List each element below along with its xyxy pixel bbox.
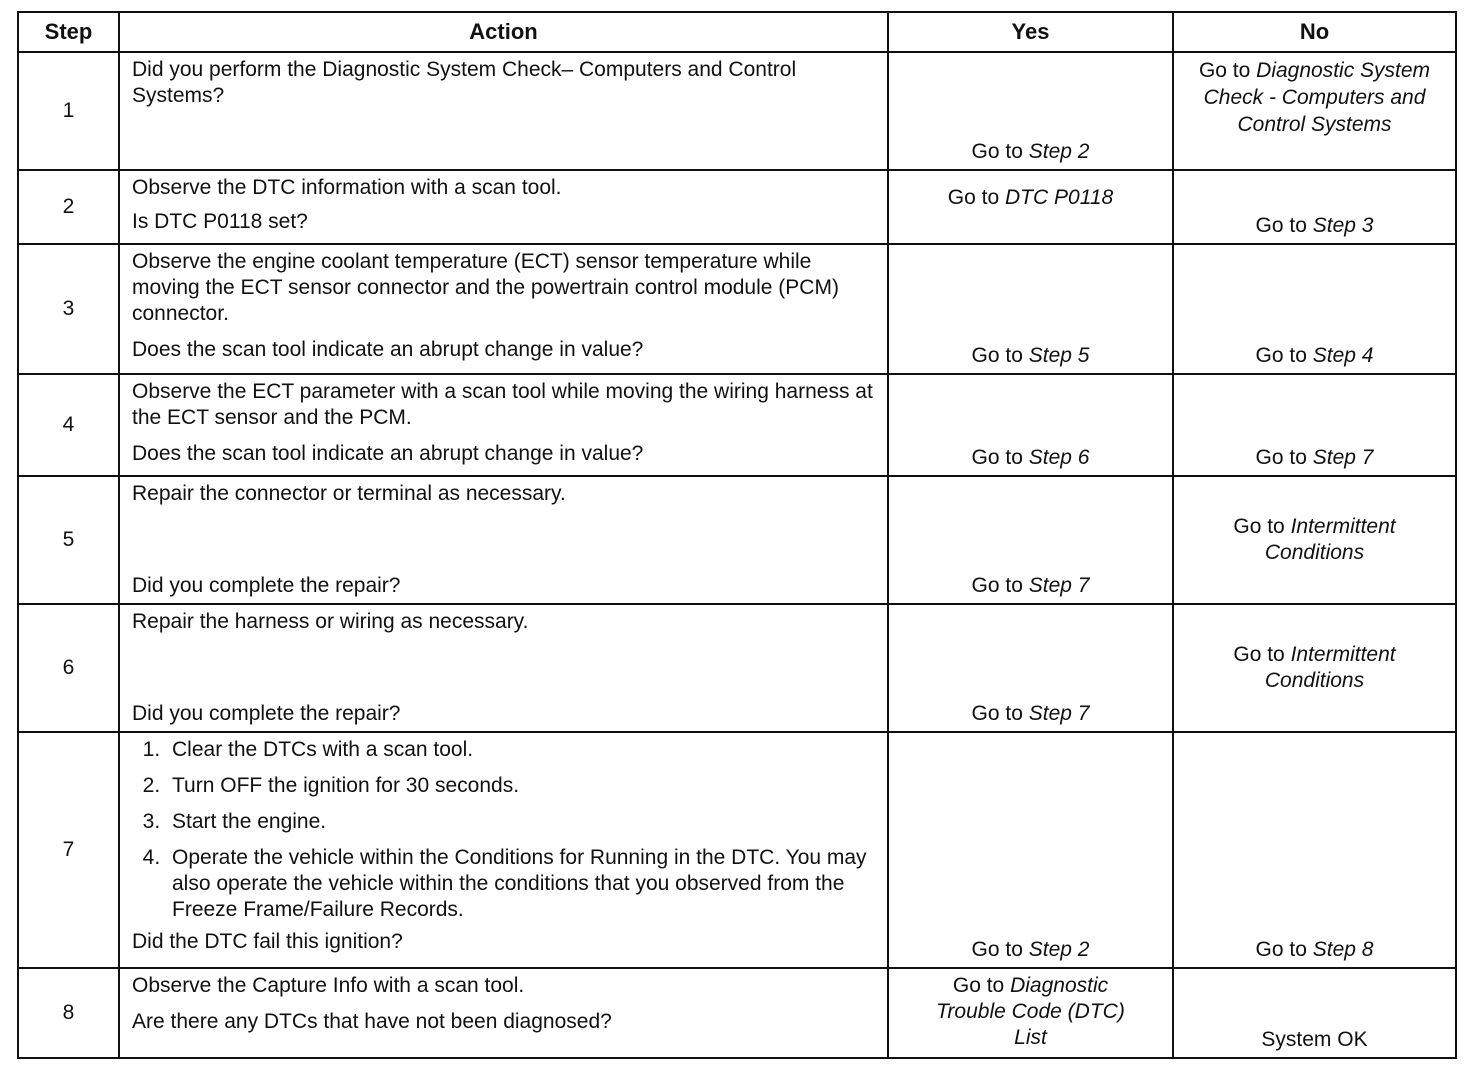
yes-cell (888, 374, 1173, 476)
diagnostic-table (17, 11, 1457, 1059)
step-number: 8 (18, 968, 119, 1058)
goto-label: Go to (971, 938, 1023, 961)
no-link[interactable] (1180, 343, 1449, 369)
action-question: Are there any DTCs that have not been diagnosed? (132, 1010, 612, 1033)
action-cell (119, 52, 888, 170)
goto-label: Go to (1255, 344, 1307, 367)
action-cell (119, 244, 888, 374)
header-row (18, 12, 1456, 52)
system-ok-text: System OK (1261, 1028, 1368, 1051)
no-cell (1173, 52, 1456, 170)
header-action: Action (119, 12, 888, 52)
goto-label: Go to (1255, 214, 1307, 237)
yes-link[interactable] (895, 701, 1166, 727)
step-number: 3 (18, 244, 119, 374)
goto-label: Go to (971, 344, 1023, 367)
table-row (18, 476, 1456, 604)
table-row (18, 52, 1456, 170)
no-target: Intermittent Conditions (1264, 515, 1396, 564)
action-line: Observe the Capture Info with a scan tool. (132, 974, 525, 997)
goto-label: Go to (971, 702, 1023, 725)
table-row (18, 968, 1456, 1058)
action-cell (119, 374, 888, 476)
action-text: Did you perform the Diagnostic System Check– Computers and Control Systems? (132, 58, 797, 107)
table-row (18, 374, 1456, 476)
goto-label: Go to (1255, 938, 1307, 961)
yes-cell (888, 604, 1173, 732)
no-cell (1173, 604, 1456, 732)
action-line: Observe the engine coolant temperature (ECT) sensor temperature while moving the ECT sensor connector and the powertrain control module (PCM) connector. (132, 250, 839, 325)
action-cell (119, 968, 888, 1058)
yes-cell (888, 244, 1173, 374)
yes-link[interactable] (895, 937, 1166, 963)
action-question: Is DTC P0118 set? (132, 210, 308, 233)
header-yes: Yes (888, 12, 1173, 52)
yes-target: Step 5 (1028, 344, 1090, 367)
yes-link[interactable] (895, 185, 1166, 211)
action-cell (119, 604, 888, 732)
no-link[interactable] (1180, 445, 1449, 471)
action-cell (119, 170, 888, 244)
no-target: Intermittent Conditions (1264, 643, 1396, 692)
goto-label: Go to (971, 574, 1023, 597)
no-cell (1173, 968, 1456, 1058)
no-target: Step 7 (1312, 446, 1374, 469)
no-target: Diagnostic System Check - Computers and Control Systems (1203, 59, 1431, 136)
goto-label: Go to (971, 140, 1023, 163)
goto-label: Go to (952, 974, 1005, 997)
list-item: 4. Operate the vehicle within the Conditions for Running in the DTC. You may also operate the vehicle within the conditions that you observed from the Freeze Frame/Failure Records. (166, 845, 877, 923)
action-line: Observe the DTC information with a scan tool. (132, 176, 562, 199)
no-target: Step 3 (1312, 214, 1374, 237)
yes-target: Step 6 (1028, 446, 1090, 469)
goto-label: Go to (1255, 446, 1307, 469)
goto-label: Go to (971, 446, 1023, 469)
action-question: Did you complete the repair? (132, 702, 401, 725)
goto-label: Go to (1233, 643, 1285, 666)
list-item: 3. Start the engine. (166, 809, 877, 835)
yes-link[interactable] (895, 573, 1166, 599)
list-item: 1. Clear the DTCs with a scan tool. (166, 737, 877, 763)
action-question: Did the DTC fail this ignition? (132, 930, 403, 953)
step-number: 6 (18, 604, 119, 732)
no-link[interactable] (1180, 642, 1449, 694)
action-question: Does the scan tool indicate an abrupt change in value? (132, 338, 644, 361)
table-row (18, 732, 1456, 968)
yes-target: DTC P0118 (1005, 186, 1114, 209)
goto-label: Go to (1198, 59, 1251, 82)
action-question: Did you complete the repair? (132, 574, 401, 597)
no-link[interactable] (1180, 57, 1449, 138)
header-step: Step (18, 12, 119, 52)
yes-cell (888, 732, 1173, 968)
table-row (18, 170, 1456, 244)
yes-link[interactable] (895, 973, 1166, 1051)
yes-cell (888, 476, 1173, 604)
action-cell (119, 476, 888, 604)
action-line: Observe the ECT parameter with a scan tool while moving the wiring harness at the ECT sensor and the PCM. (132, 380, 873, 429)
step-number: 7 (18, 732, 119, 968)
yes-link[interactable] (895, 139, 1166, 165)
step-number: 4 (18, 374, 119, 476)
no-target: Step 4 (1312, 344, 1374, 367)
no-target: Step 8 (1312, 938, 1374, 961)
no-link[interactable] (1180, 937, 1449, 963)
yes-link[interactable] (895, 343, 1166, 369)
table-row (18, 244, 1456, 374)
action-cell (119, 732, 888, 968)
no-cell (1173, 732, 1456, 968)
step-number: 1 (18, 52, 119, 170)
action-list (132, 737, 877, 923)
no-cell (1173, 244, 1456, 374)
action-line: Repair the connector or terminal as necessary. (132, 482, 566, 505)
no-link[interactable] (1180, 213, 1449, 239)
yes-target: Step 2 (1028, 938, 1090, 961)
yes-cell (888, 968, 1173, 1058)
goto-label: Go to (947, 186, 1000, 209)
yes-link[interactable] (895, 445, 1166, 471)
yes-target: Step 7 (1028, 574, 1090, 597)
step-number: 5 (18, 476, 119, 604)
action-question: Does the scan tool indicate an abrupt change in value? (132, 442, 644, 465)
list-item: 2. Turn OFF the ignition for 30 seconds. (166, 773, 877, 799)
yes-cell (888, 170, 1173, 244)
yes-cell (888, 52, 1173, 170)
header-no: No (1173, 12, 1456, 52)
table-row (18, 604, 1456, 732)
action-line: Repair the harness or wiring as necessary. (132, 610, 529, 633)
no-link[interactable] (1180, 514, 1449, 566)
yes-target: Step 7 (1028, 702, 1090, 725)
goto-label: Go to (1233, 515, 1285, 538)
no-cell (1173, 476, 1456, 604)
no-cell (1173, 170, 1456, 244)
step-number: 2 (18, 170, 119, 244)
yes-target: Step 2 (1028, 140, 1090, 163)
no-cell (1173, 374, 1456, 476)
yes-target: Diagnostic Trouble Code (DTC) List (936, 974, 1125, 1049)
